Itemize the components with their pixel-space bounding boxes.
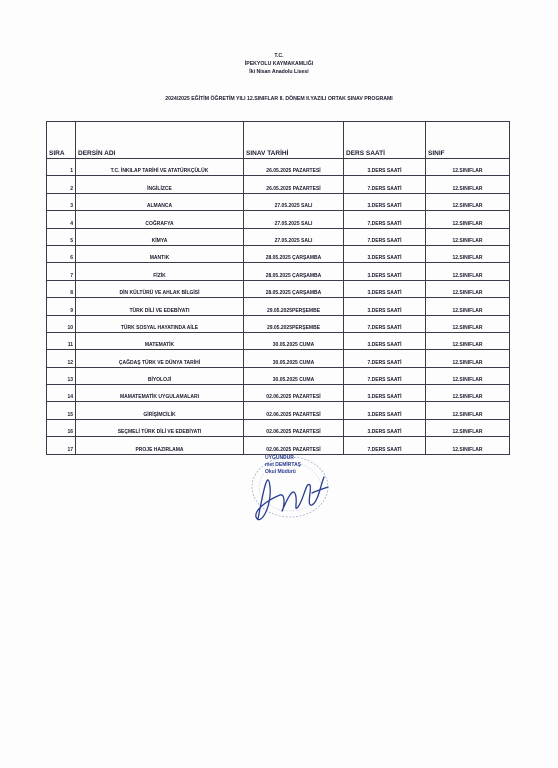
- class-group-cell: 12.SINIFLAR: [426, 159, 510, 176]
- row-number-cell: 6: [47, 245, 76, 262]
- row-number-cell: 10: [47, 315, 76, 332]
- exam-date-cell: 02.06.2025 PAZARTESİ: [244, 402, 344, 419]
- lesson-hour-cell: 3.DERS SAATİ: [344, 385, 426, 402]
- document-title: 2024/2025 EĞİTİM ÖĞRETİM YILI 12.SINIFLAR II. DÖNEM II.YAZILI ORTAK SINAV PROGRAMI: [165, 96, 393, 102]
- lesson-hour-cell: 7.DERS SAATİ: [344, 211, 426, 228]
- exam-date-cell: 02.06.2025 PAZARTESİ: [244, 437, 344, 454]
- exam-date-cell: 02.06.2025 PAZARTESİ: [244, 385, 344, 402]
- exam-date-cell: 29.05.2025PERŞEMBE: [244, 315, 344, 332]
- row-number-cell: 1: [47, 159, 76, 176]
- class-group-cell: 12.SINIFLAR: [426, 332, 510, 349]
- lesson-hour-cell: 3.DERS SAATİ: [344, 280, 426, 297]
- course-name-cell: SEÇMELİ TÜRK DİLİ VE EDEBİYATI: [76, 419, 244, 436]
- course-name-cell: ÇAĞDAŞ TÜRK VE DÜNYA TARİHİ: [76, 350, 244, 367]
- exam-date-cell: 28.05.2025 ÇARŞAMBA: [244, 245, 344, 262]
- row-number-cell: 14: [47, 385, 76, 402]
- row-number-cell: 3: [47, 193, 76, 210]
- course-name-cell: DİN KÜLTÜRÜ VE AHLAK BİLGİSİ: [76, 280, 244, 297]
- exam-date-cell: 30.05.2025 CUMA: [244, 367, 344, 384]
- column-header-sinif: SINIF: [426, 122, 510, 159]
- exam-date-cell: 02.06.2025 PAZARTESİ: [244, 419, 344, 436]
- table-row: [47, 211, 510, 228]
- table-row: [47, 176, 510, 193]
- class-group-cell: 12.SINIFLAR: [426, 367, 510, 384]
- course-name-cell: İNGİLİZCE: [76, 176, 244, 193]
- row-number-cell: 11: [47, 332, 76, 349]
- table-row: [47, 315, 510, 332]
- exam-schedule-table: [46, 121, 510, 455]
- class-group-cell: 12.SINIFLAR: [426, 245, 510, 262]
- class-group-cell: 12.SINIFLAR: [426, 437, 510, 454]
- column-header-sinav-tarihi: SINAV TARİHİ: [244, 122, 344, 159]
- table-row: [47, 350, 510, 367]
- course-name-cell: TÜRK SOSYAL HAYATINDA AİLE: [76, 315, 244, 332]
- lesson-hour-cell: 3.DERS SAATİ: [344, 159, 426, 176]
- table-row: [47, 298, 510, 315]
- lesson-hour-cell: 7.DERS SAATİ: [344, 228, 426, 245]
- course-name-cell: GİRİŞİMCİLİK: [76, 402, 244, 419]
- column-header-sira: SIRA: [47, 122, 76, 159]
- lesson-hour-cell: 3.DERS SAATİ: [344, 298, 426, 315]
- class-group-cell: 12.SINIFLAR: [426, 228, 510, 245]
- column-header-ders-saati: DERS SAATİ: [344, 122, 426, 159]
- stamp-name-text: met DEMİRTAŞ: [265, 462, 302, 468]
- header-kaymakamlik: İPEKYOLU KAYMAKAMLIĞI: [244, 61, 314, 67]
- course-name-cell: MANTIK: [76, 245, 244, 262]
- row-number-cell: 5: [47, 228, 76, 245]
- row-number-cell: 2: [47, 176, 76, 193]
- stamp-approval-text: UYGUNDUR: [265, 455, 294, 461]
- class-group-cell: 12.SINIFLAR: [426, 419, 510, 436]
- lesson-hour-cell: 7.DERS SAATİ: [344, 350, 426, 367]
- lesson-hour-cell: 7.DERS SAATİ: [344, 367, 426, 384]
- table-row: [47, 159, 510, 176]
- course-name-cell: TÜRK DİLİ VE EDEBİYATI: [76, 298, 244, 315]
- course-name-cell: BİYOLOJİ: [76, 367, 244, 384]
- table-row: [47, 332, 510, 349]
- row-number-cell: 4: [47, 211, 76, 228]
- row-number-cell: 7: [47, 263, 76, 280]
- class-group-cell: 12.SINIFLAR: [426, 298, 510, 315]
- exam-date-cell: 26.05.2025 PAZARTESİ: [244, 159, 344, 176]
- exam-date-cell: 27.05.2025 SALI: [244, 193, 344, 210]
- class-group-cell: 12.SINIFLAR: [426, 280, 510, 297]
- lesson-hour-cell: 3.DERS SAATİ: [344, 263, 426, 280]
- header-tc: T.C.: [274, 53, 284, 59]
- row-number-cell: 9: [47, 298, 76, 315]
- row-number-cell: 16: [47, 419, 76, 436]
- exam-date-cell: 27.05.2025 SALI: [244, 211, 344, 228]
- class-group-cell: 12.SINIFLAR: [426, 402, 510, 419]
- table-header-row: [47, 122, 510, 159]
- class-group-cell: 12.SINIFLAR: [426, 193, 510, 210]
- lesson-hour-cell: 3.DERS SAATİ: [344, 419, 426, 436]
- class-group-cell: 12.SINIFLAR: [426, 350, 510, 367]
- exam-date-cell: 27.05.2025 SALI: [244, 228, 344, 245]
- lesson-hour-cell: 7.DERS SAATİ: [344, 315, 426, 332]
- course-name-cell: MAMATEMATİK UYGULAMALARI: [76, 385, 244, 402]
- row-number-cell: 8: [47, 280, 76, 297]
- course-name-cell: T.C. İNKILAP TARİHİ VE ATATÜRKÇÜLÜK: [76, 159, 244, 176]
- class-group-cell: 12.SINIFLAR: [426, 315, 510, 332]
- lesson-hour-cell: 3.DERS SAATİ: [344, 245, 426, 262]
- table-row: [47, 245, 510, 262]
- table-row: [47, 228, 510, 245]
- class-group-cell: 12.SINIFLAR: [426, 176, 510, 193]
- stamp-title-text: Okul Müdürü: [265, 469, 296, 475]
- exam-date-cell: 28.05.2025 ÇARŞAMBA: [244, 280, 344, 297]
- lesson-hour-cell: 3.DERS SAATİ: [344, 193, 426, 210]
- column-header-ders-adi: DERSİN ADI: [76, 122, 244, 159]
- table-body: [47, 159, 510, 455]
- class-group-cell: 12.SINIFLAR: [426, 263, 510, 280]
- lesson-hour-cell: 7.DERS SAATİ: [344, 437, 426, 454]
- row-number-cell: 17: [47, 437, 76, 454]
- class-group-cell: 12.SINIFLAR: [426, 385, 510, 402]
- exam-date-cell: 30.05.2025 CUMA: [244, 332, 344, 349]
- lesson-hour-cell: 3.DERS SAATİ: [344, 332, 426, 349]
- course-name-cell: FİZİK: [76, 263, 244, 280]
- row-number-cell: 15: [47, 402, 76, 419]
- course-name-cell: KİMYA: [76, 228, 244, 245]
- table-row: [47, 385, 510, 402]
- exam-date-cell: 26.05.2025 PAZARTESİ: [244, 176, 344, 193]
- table-row: [47, 263, 510, 280]
- table-row: [47, 280, 510, 297]
- lesson-hour-cell: 3.DERS SAATİ: [344, 402, 426, 419]
- row-number-cell: 12: [47, 350, 76, 367]
- course-name-cell: ALMANCA: [76, 193, 244, 210]
- exam-date-cell: 30.05.2025 CUMA: [244, 350, 344, 367]
- table-row: [47, 419, 510, 436]
- table-row: [47, 402, 510, 419]
- table-row: [47, 193, 510, 210]
- row-number-cell: 13: [47, 367, 76, 384]
- exam-date-cell: 29.05.2025PERŞEMBE: [244, 298, 344, 315]
- course-name-cell: MATEMATİK: [76, 332, 244, 349]
- table-row: [47, 367, 510, 384]
- class-group-cell: 12.SINIFLAR: [426, 211, 510, 228]
- lesson-hour-cell: 7.DERS SAATİ: [344, 176, 426, 193]
- exam-date-cell: 28.05.2025 ÇARŞAMBA: [244, 263, 344, 280]
- header-school-name: İki Nisan Anadolu Lisesi: [249, 69, 309, 75]
- course-name-cell: COĞRAFYA: [76, 211, 244, 228]
- course-name-cell: PROJE HAZIRLAMA: [76, 437, 244, 454]
